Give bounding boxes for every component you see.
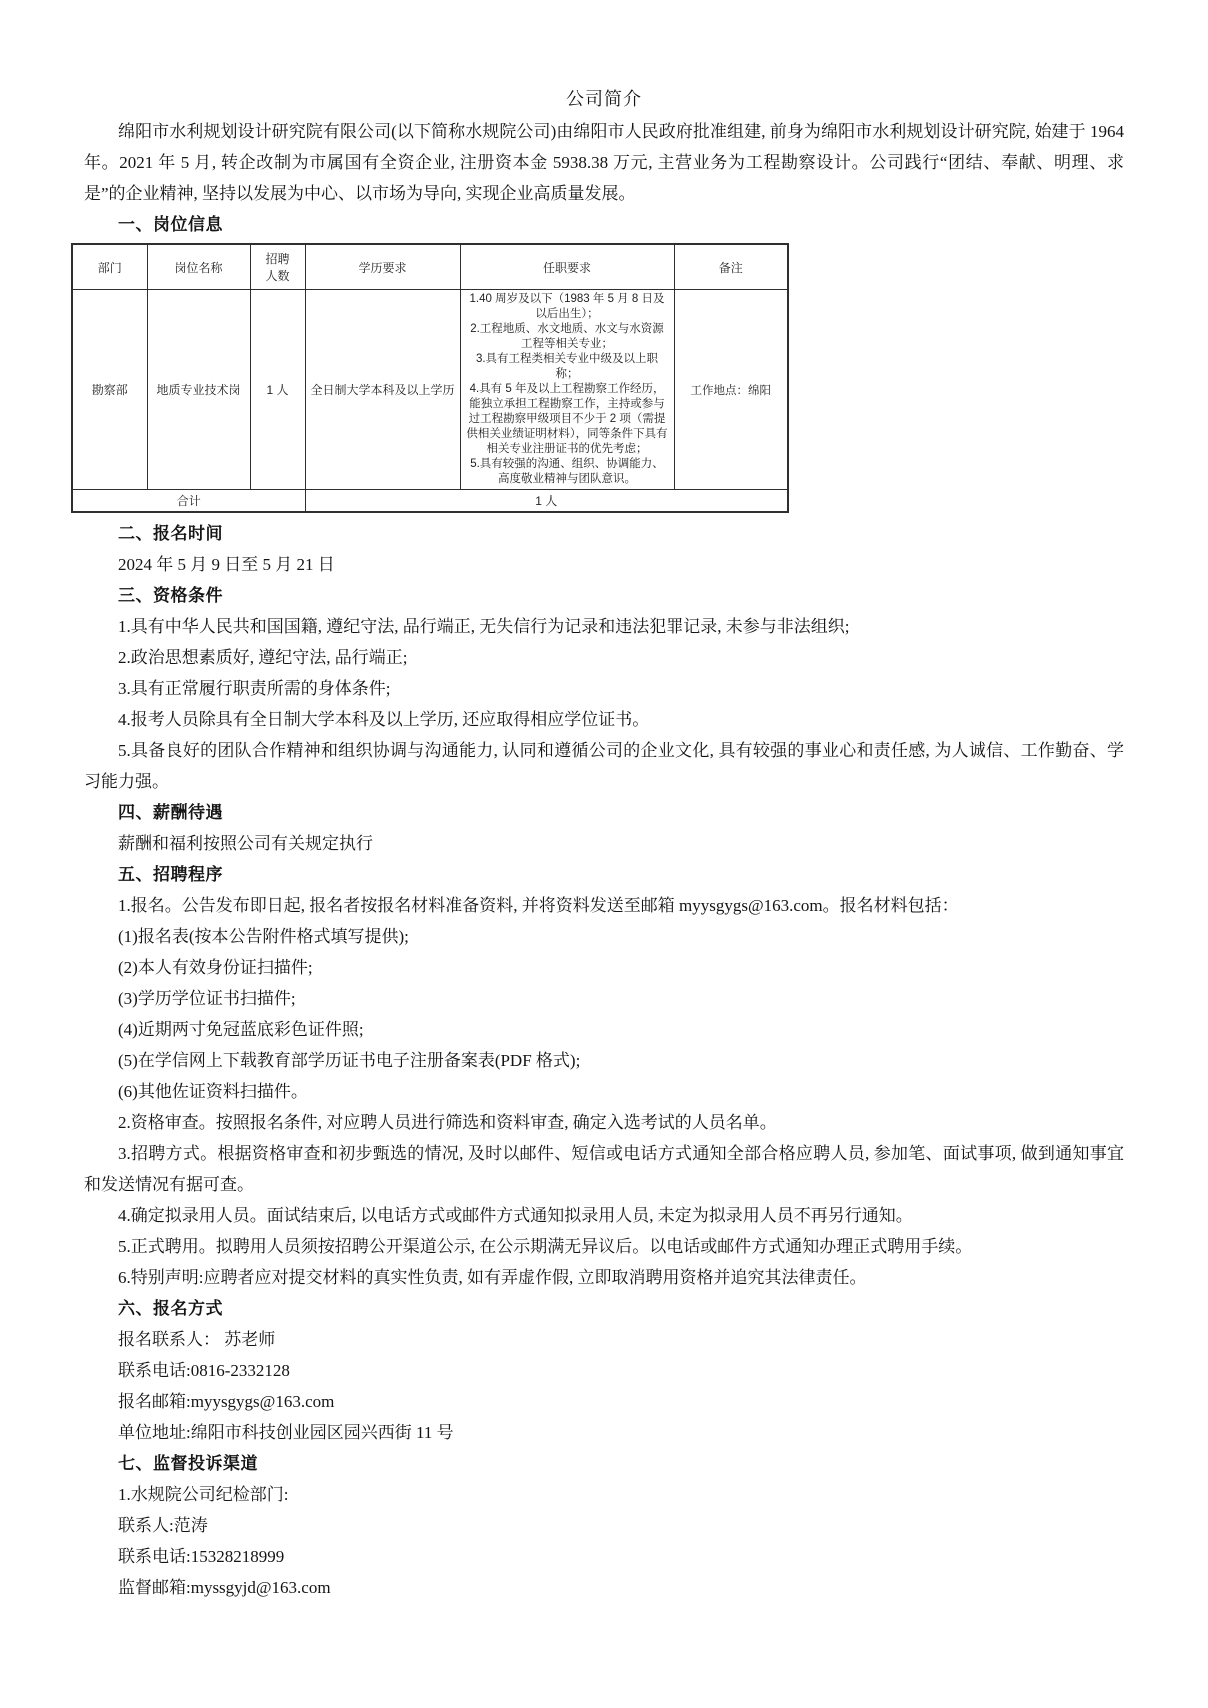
procedure-item: 4.确定拟录用人员。面试结束后, 以电话方式或邮件方式通知拟录用人员, 未定为拟录用人员不再另行通知。 <box>118 1206 913 1225</box>
requirement-item: 4.具有 5 年及以上工程勘察工作经历，能独立承担工程勘察工作，主持或参与过工程勘察甲级项目不少于 2 项（需提供相关业绩证明材料），同等条件下具有相关专业注册证书的优先考虑； <box>466 383 668 455</box>
signup-time-text: 2024 年 5 月 9 日至 5 月 21 日 <box>118 555 335 574</box>
procedure-item: (5)在学信网上下载教育部学历证书电子注册备案表(PDF 格式); <box>118 1051 581 1070</box>
qualification-item: 1.具有中华人民共和国国籍, 遵纪守法, 品行端正, 无失信行为记录和违法犯罪记录, 未参与非法组织; <box>118 617 850 636</box>
col-header-position: 岗位名称 <box>147 244 250 290</box>
procedure-item: 1.报名。公告发布即日起, 报名者按报名材料准备资料, 并将资料发送至邮箱 myysgygs@163.com。报名材料包括： <box>118 896 959 915</box>
procedure-item: (4)近期两寸免冠蓝底彩色证件照; <box>118 1020 364 1039</box>
contact-phone-line: 联系电话:0816-2332128 <box>118 1361 290 1380</box>
supervision-department-line: 1.水规院公司纪检部门: <box>118 1485 289 1504</box>
section-heading-supervision: 七、监督投诉渠道 <box>118 1454 258 1473</box>
qualification-item: 5.具备良好的团队合作精神和组织协调与沟通能力, 认同和遵循公司的企业文化, 具有较强的事业心和责任感, 为人诚信、工作勤奋、学习能力强。 <box>84 741 1124 791</box>
procedure-item: 3.招聘方式。根据资格审查和初步甄选的情况, 及时以邮件、短信或电话方式通知全部合格应聘人员, 参加笔、面试事项, 做到通知事宜和发送情况有据可查。 <box>84 1144 1124 1194</box>
contact-email-line: 报名邮箱:myysgygs@163.com <box>118 1392 335 1411</box>
cell-total-label: 合计 <box>72 490 305 513</box>
col-header-requirements: 任职要求 <box>460 244 674 290</box>
section-heading-signup-time: 二、报名时间 <box>118 524 223 543</box>
qualification-item: 2.政治思想素质好, 遵纪守法, 品行端正; <box>118 648 408 667</box>
document-page <box>84 82 1124 1603</box>
procedure-item: (2)本人有效身份证扫描件; <box>118 958 313 977</box>
cell-note: 工作地点：绵阳 <box>674 290 788 490</box>
section-heading-positions: 一、岗位信息 <box>118 215 223 234</box>
qualification-item: 4.报考人员除具有全日制大学本科及以上学历, 还应取得相应学位证书。 <box>118 710 650 729</box>
cell-requirements <box>460 290 674 490</box>
cell-headcount: 1 人 <box>250 290 305 490</box>
cell-department: 勘察部 <box>72 290 147 490</box>
page-title: 公司简介 <box>566 89 642 109</box>
col-header-education: 学历要求 <box>305 244 460 290</box>
supervision-person-line: 联系人:范涛 <box>118 1516 208 1535</box>
col-header-note: 备注 <box>674 244 788 290</box>
col-header-headcount: 招聘人数 <box>250 244 305 290</box>
contact-person-line: 报名联系人： 苏老师 <box>118 1330 276 1349</box>
supervision-phone-line: 联系电话:15328218999 <box>118 1547 285 1566</box>
cell-position: 地质专业技术岗 <box>147 290 250 490</box>
requirement-item: 5.具有较强的沟通、组织、协调能力、高度敬业精神与团队意识。 <box>470 458 664 485</box>
section-heading-contact: 六、报名方式 <box>118 1299 223 1318</box>
contact-address-line: 单位地址:绵阳市科技创业园区园兴西街 11 号 <box>118 1423 454 1442</box>
intro-paragraph: 绵阳市水利规划设计研究院有限公司(以下简称水规院公司)由绵阳市人民政府批准组建, 前身为绵阳市水利规划设计研究院, 始建于 1964 年。2021 年 5 月, 转企改制为市属国有全资企业, 注册资本金 5938.38 万元, 主营业务为工程勘察设计。公司践行“团结、奉献、明理、求是”的企业精神, 坚持以发展为中心、以市场为导向, 实现企业高质量发展。 <box>84 122 1124 203</box>
requirement-item: 2.工程地质、水文地质、水文与水资源工程等相关专业； <box>470 323 664 350</box>
table-footer-row <box>72 490 788 513</box>
procedure-item: (3)学历学位证书扫描件; <box>118 989 296 1008</box>
requirement-item: 1.40 周岁及以下（1983 年 5 月 8 日及以后出生）； <box>469 293 665 320</box>
section-heading-salary: 四、薪酬待遇 <box>118 803 223 822</box>
salary-text: 薪酬和福利按照公司有关规定执行 <box>118 834 373 853</box>
col-header-department: 部门 <box>72 244 147 290</box>
section-heading-qualifications: 三、资格条件 <box>118 586 223 605</box>
cell-total-value: 1 人 <box>305 490 788 513</box>
procedure-item: 5.正式聘用。拟聘用人员须按招聘公开渠道公示, 在公示期满无异议后。以电话或邮件方式通知办理正式聘用手续。 <box>118 1237 973 1256</box>
table-header-row <box>72 244 788 290</box>
table-row <box>72 290 788 490</box>
procedure-item: 6.特别声明:应聘者应对提交材料的真实性负责, 如有弄虚作假, 立即取消聘用资格并追究其法律责任。 <box>118 1268 867 1287</box>
qualification-item: 3.具有正常履行职责所需的身体条件; <box>118 679 391 698</box>
supervision-email-line: 监督邮箱:myssgyjd@163.com <box>118 1578 331 1597</box>
procedure-item: (6)其他佐证资料扫描件。 <box>118 1082 308 1101</box>
cell-education: 全日制大学本科及以上学历 <box>305 290 460 490</box>
section-heading-procedure: 五、招聘程序 <box>118 865 223 884</box>
procedure-item: 2.资格审查。按照报名条件, 对应聘人员进行筛选和资料审查, 确定入选考试的人员名单。 <box>118 1113 777 1132</box>
procedure-item: (1)报名表(按本公告附件格式填写提供); <box>118 927 409 946</box>
requirement-item: 3.具有工程类相关专业中级及以上职称； <box>475 353 659 380</box>
positions-table <box>71 243 789 513</box>
